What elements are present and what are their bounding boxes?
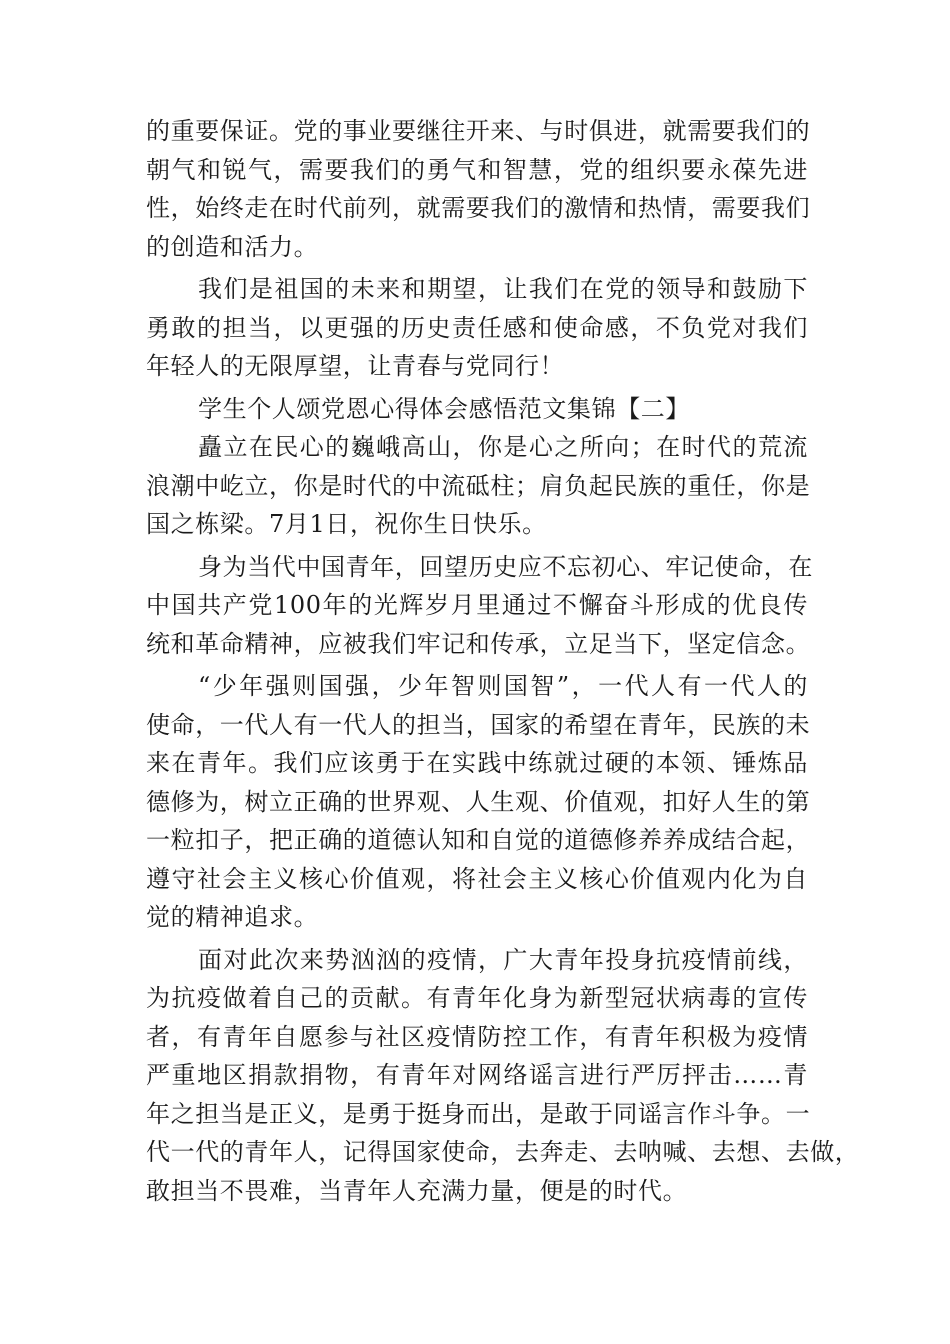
paragraph-6 — [146, 941, 860, 1211]
text-line: 遵守社会主义核心价值观，将社会主义核心价值观内化为自 — [146, 864, 808, 893]
text-line: 的重要保证。党的事业要继往开来、与时俱进，就需要我们的 — [146, 117, 811, 145]
paragraph-3 — [146, 428, 811, 544]
paragraph-2 — [146, 270, 808, 386]
text-line: 使命，一代人有一代人的担当，国家的希望在青年，民族的未 — [146, 710, 811, 739]
text-line: 德修为，树立正确的世界观、人生观、价值观，扣好人生的第 — [146, 787, 811, 816]
text-line: 国之栋梁。7月1日，祝你生日快乐。 — [146, 510, 547, 538]
section-heading: 学生个人颂党恩心得体会感悟范文集锦【二】 — [198, 394, 690, 423]
text-line: 严重地区捐款捐物，有青年对网络谣言进行严厉抨击……青 — [146, 1061, 808, 1089]
paragraph-1 — [146, 112, 811, 266]
text-line: 为抗疫做着自己的贡献。有青年化身为新型冠状病毒的宣传 — [146, 984, 808, 1012]
paragraph-4 — [146, 548, 813, 664]
text-line: 我们是祖国的未来和期望，让我们在党的领导和鼓励下 — [198, 275, 808, 303]
text-line: 年轻人的无限厚望，让青春与党同行！ — [146, 352, 565, 380]
paragraph-5 — [146, 667, 811, 937]
text-line: 性，始终走在时代前列，就需要我们的激情和热情，需要我们 — [146, 194, 811, 222]
text-line: 一粒扣子，把正确的道德认知和自觉的道德修养养成结合起， — [146, 826, 811, 854]
text-line: 年之担当是正义，是勇于挺身而出，是敢于同谣言作斗争。一 — [146, 1099, 811, 1128]
text-line: 朝气和锐气，需要我们的勇气和智慧，党的组织要永葆先进 — [146, 155, 808, 184]
text-line: “少年强则国强，少年智则国智”，一代人有一代人的 — [198, 672, 808, 700]
text-line: 勇敢的担当，以更强的历史责任感和使命感，不负党对我们 — [146, 313, 808, 342]
text-line: 者，有青年自愿参与社区疫情防控工作，有青年积极为疫情 — [146, 1022, 808, 1051]
text-line: 来在青年。我们应该勇于在实践中练就过硬的本领、锤炼品 — [146, 749, 808, 777]
text-line: 浪潮中屹立，你是时代的中流砥柱；肩负起民族的重任，你是 — [146, 471, 811, 500]
text-line: 的创造和活力。 — [146, 232, 319, 261]
document-body — [146, 112, 860, 1210]
text-line: 矗立在民心的巍峨高山，你是心之所向；在时代的荒流 — [198, 433, 808, 461]
text-line: 代一代的青年人，记得国家使命，去奔走、去呐喊、去想、去做， — [146, 1138, 860, 1166]
text-line: 觉的精神追求。 — [146, 903, 319, 931]
text-line: 中国共产党100年的光辉岁月里通过不懈奋斗形成的优良传 — [146, 591, 808, 619]
text-line: 面对此次来势汹汹的疫情，广大青年投身抗疫情前线， — [198, 945, 808, 974]
text-line: 身为当代中国青年，回望历史应不忘初心、牢记使命，在 — [198, 552, 813, 581]
text-line: 统和革命精神，应被我们牢记和传承，立足当下，坚定信念。 — [146, 629, 811, 658]
text-line: 敢担当不畏难，当青年人充满力量，便是的时代。 — [146, 1176, 688, 1205]
